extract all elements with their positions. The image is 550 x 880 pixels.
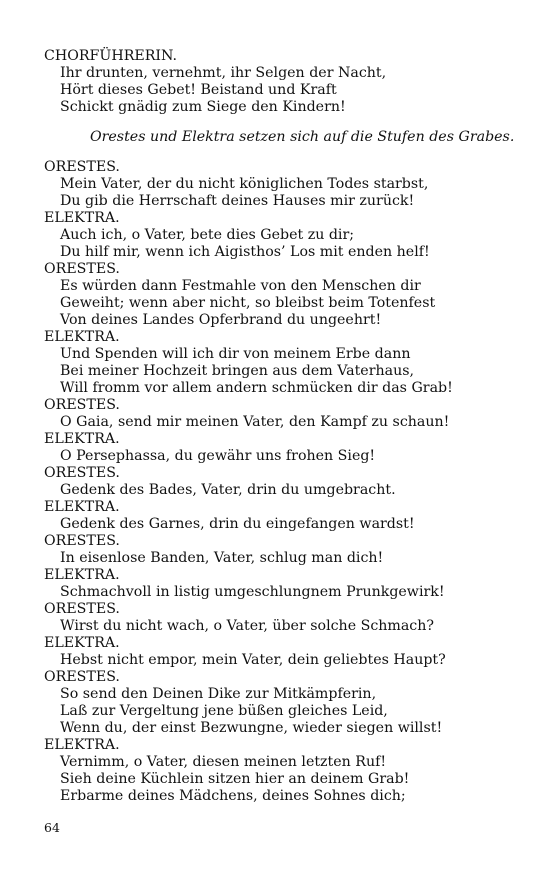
page-number: 64 [44, 820, 60, 835]
verse-line: Du hilf mir, wenn ich Aigisthos’ Los mit enden helf! [60, 244, 430, 260]
speaker-name: ELEKTRA. [44, 329, 120, 345]
speaker-name: ELEKTRA. [44, 499, 120, 515]
speaker-name: ORESTES. [44, 533, 120, 549]
speaker-name: ORESTES. [44, 465, 120, 481]
speaker-name: ORESTES. [44, 261, 120, 277]
verse-line: Von deines Landes Opferbrand du ungeehrt! [60, 312, 382, 328]
text-body [44, 48, 514, 805]
verse-line: O Gaia, send mir meinen Vater, den Kampf zu schaun! [60, 414, 450, 430]
verse-line: Will fromm vor allem andern schmücken dir das Grab! [60, 380, 453, 396]
stage-direction: Orestes und Elektra setzen sich auf die Stufen des Grabes. [90, 129, 515, 145]
verse-line: Du gib die Herrschaft deines Hauses mir zurück! [60, 193, 415, 209]
speaker-name: ORESTES. [44, 159, 120, 175]
verse-line: Hört dieses Gebet! Beistand und Kraft [60, 82, 337, 98]
verse-line: Gedenk des Garnes, drin du eingefangen wardst! [60, 516, 415, 532]
speaker-name: ORESTES. [44, 669, 120, 685]
speaker-name: ELEKTRA. [44, 635, 120, 651]
verse-line: Wirst du nicht wach, o Vater, über solche Schmach? [60, 618, 434, 634]
verse-line: Laß zur Vergeltung jene büßen gleiches Leid, [60, 703, 388, 719]
speaker-name: ELEKTRA. [44, 210, 120, 226]
speaker-name: ORESTES. [44, 601, 120, 617]
verse-line: Erbarme deines Mädchens, deines Sohnes dich; [60, 788, 406, 804]
verse-line: Hebst nicht empor, mein Vater, dein geliebtes Haupt? [60, 652, 446, 668]
verse-line: Und Spenden will ich dir von meinem Erbe dann [60, 346, 411, 362]
verse-line: Auch ich, o Vater, bete dies Gebet zu dir; [60, 227, 355, 243]
verse-line: In eisenlose Banden, Vater, schlug man dich! [60, 550, 384, 566]
speaker-name: ELEKTRA. [44, 737, 120, 753]
verse-line: Gedenk des Bades, Vater, drin du umgebracht. [60, 482, 396, 498]
verse-line: Schmachvoll in listig umgeschlungnem Prunkgewirk! [60, 584, 445, 600]
speaker-name: CHORFÜHRERIN. [44, 48, 178, 64]
verse-line: Bei meiner Hochzeit bringen aus dem Vaterhaus, [60, 363, 414, 379]
verse-line: So send den Deinen Dike zur Mitkämpferin, [60, 686, 377, 702]
verse-line: Wenn du, der einst Bezwungne, wieder siegen willst! [60, 720, 443, 736]
verse-line: Vernimm, o Vater, diesen meinen letzten Ruf! [60, 754, 387, 770]
verse-line: Schickt gnädig zum Siege den Kindern! [60, 99, 346, 115]
verse-line: O Persephassa, du gewähr uns frohen Sieg! [60, 448, 376, 464]
verse-line: Sieh deine Küchlein sitzen hier an deinem Grab! [60, 771, 410, 787]
verse-line: Ihr drunten, vernehmt, ihr Selgen der Nacht, [60, 65, 387, 81]
verse-line: Geweiht; wenn aber nicht, so bleibst beim Totenfest [60, 295, 436, 311]
speaker-name: ELEKTRA. [44, 567, 120, 583]
speaker-name: ELEKTRA. [44, 431, 120, 447]
verse-line: Mein Vater, der du nicht königlichen Todes starbst, [60, 176, 429, 192]
speaker-name: ORESTES. [44, 397, 120, 413]
verse-line: Es würden dann Festmahle von den Menschen dir [60, 278, 421, 294]
